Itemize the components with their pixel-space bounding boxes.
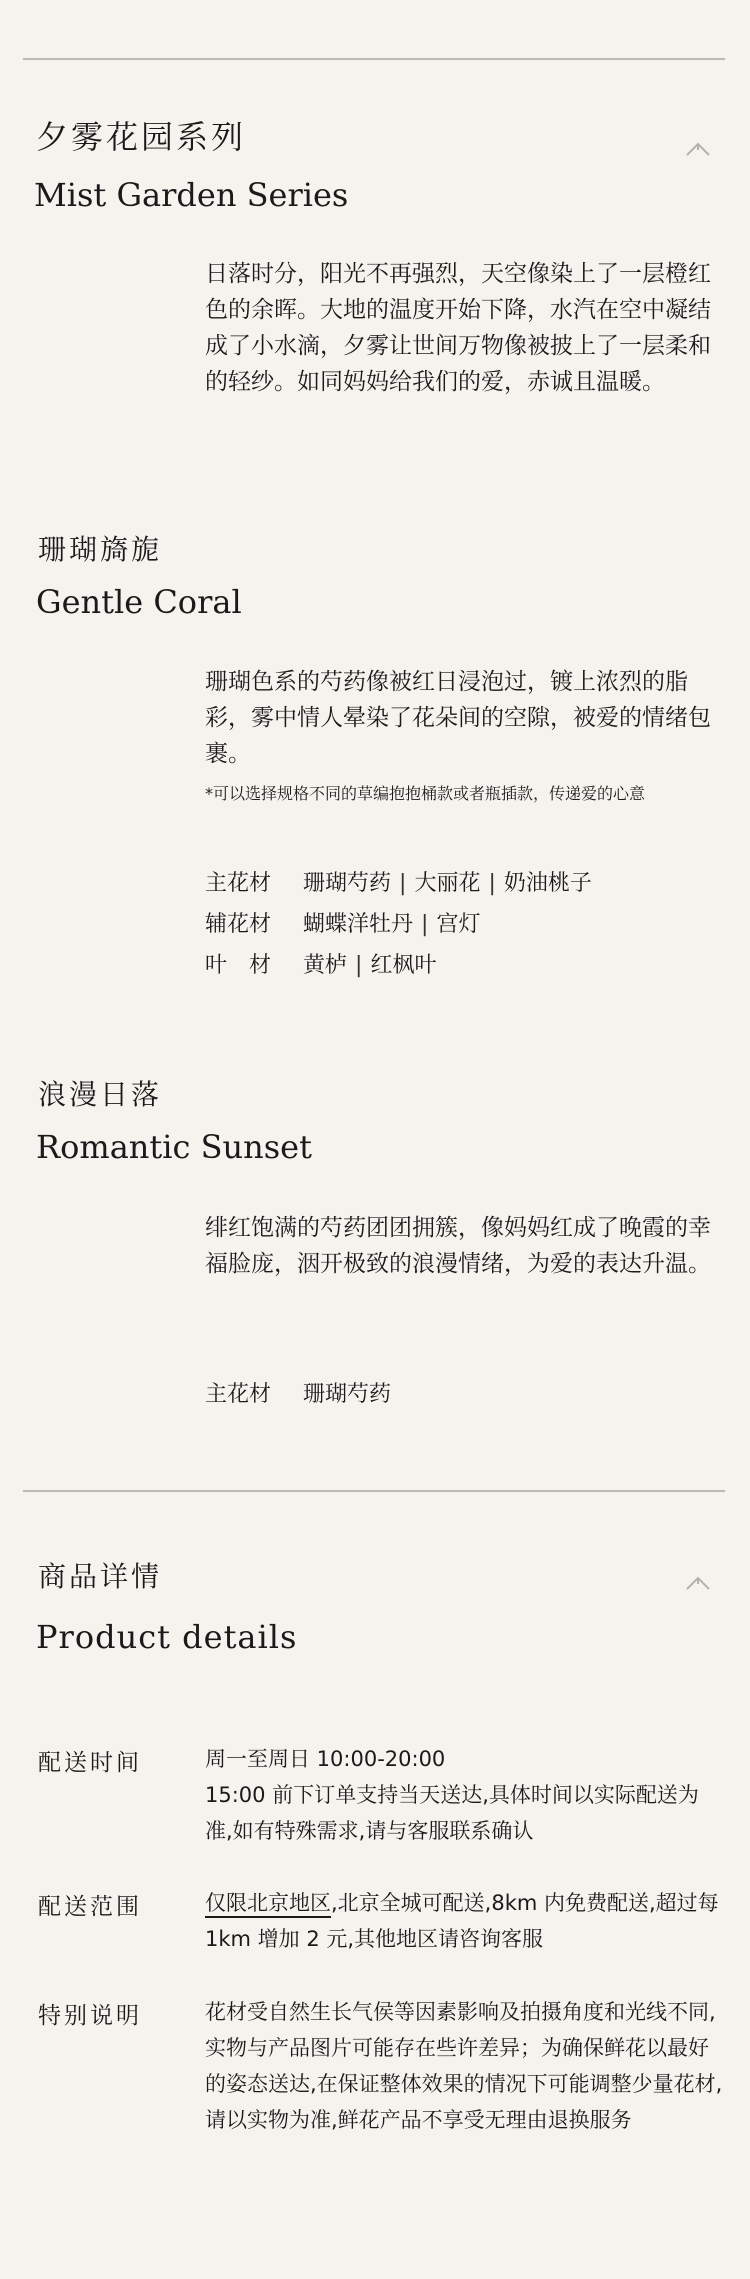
material-separator: | <box>488 871 496 896</box>
delivery-area-value <box>205 1885 725 1957</box>
material-label: 主花材 <box>205 1382 272 1407</box>
delivery-note: 15:00 前下订单支持当天送达,具体时间以实际配送为准,如有特殊需求,请与客服联系确认 <box>205 1783 699 1843</box>
details-title-en: Product details <box>36 1618 298 1656</box>
series-title-en: Mist Garden Series <box>34 176 349 214</box>
product-description: 珊瑚色系的芍药像被红日浸泡过，镀上浓烈的脂彩，雾中情人晕染了花朵间的空隙，被爱的情绪包裹。 <box>205 669 711 767</box>
delivery-time-value <box>205 1741 725 1849</box>
product-note: *可以选择规格不同的草编抱抱桶款或者瓶插款，传递爱的心意 <box>205 784 646 803</box>
material-item: 红枫叶 <box>370 953 437 978</box>
product-title-en: Gentle Coral <box>36 583 242 621</box>
series-title-cn: 夕雾花园系列 <box>36 118 247 156</box>
material-row-foliage <box>205 948 436 979</box>
product-title-cn: 珊瑚旖旎 <box>38 533 163 566</box>
special-notes-label: 特别说明 <box>38 2003 142 2029</box>
material-separator: | <box>421 912 429 937</box>
material-item: 珊瑚芍药 <box>303 1382 392 1407</box>
delivery-area-highlight: 仅限北京地区 <box>205 1891 331 1915</box>
material-label: 叶 材 <box>205 953 272 978</box>
material-item: 黄栌 <box>303 953 348 978</box>
material-item: 珊瑚芍药 <box>303 871 392 896</box>
details-title-cn: 商品详情 <box>38 1560 163 1593</box>
details-divider <box>23 1490 725 1492</box>
material-label: 辅花材 <box>205 912 272 937</box>
product-description: 绯红饱满的芍药团团拥簇，像妈妈红成了晚霞的幸福脸庞，洇开极致的浪漫情绪，为爱的表达升温。 <box>205 1215 711 1277</box>
material-item: 奶油桃子 <box>503 871 592 896</box>
series-description: 日落时分，阳光不再强烈，天空像染上了一层橙红色的余晖。大地的温度开始下降，水汽在空中凝结成了小水滴，夕雾让世间万物像被披上了一层柔和的轻纱。如同妈妈给我们的爱，赤诚且温暖。 <box>205 261 711 395</box>
material-separator: | <box>399 871 407 896</box>
chevron-up-icon[interactable] <box>685 140 711 158</box>
delivery-time-label: 配送时间 <box>38 1750 142 1776</box>
material-row-secondary <box>205 907 480 938</box>
delivery-hours: 周一至周日 10:00-20:00 <box>205 1747 446 1771</box>
product-title-cn: 浪漫日落 <box>38 1078 163 1111</box>
delivery-area-text: ,北京全城可配送,8km 内免费配送,超过每 1km 增加 2 元,其他地区请咨询客服 <box>205 1891 719 1951</box>
chevron-up-icon[interactable] <box>685 1574 711 1592</box>
top-divider <box>23 58 725 60</box>
material-item: 蝴蝶洋牡丹 <box>303 912 414 937</box>
special-notes-value: 花材受自然生长气侯等因素影响及拍摄角度和光线不同,实物与产品图片可能存在些许差异；为确保鲜花以最好的姿态送达,在保证整体效果的情况下可能调整少量花材,请以实物为准,鲜花产品不享受无理由退换服务 <box>205 2000 723 2132</box>
material-label: 主花材 <box>205 871 272 896</box>
material-row-main <box>205 1377 391 1408</box>
material-item: 大丽花 <box>414 871 481 896</box>
material-separator: | <box>355 953 363 978</box>
material-item: 宫灯 <box>436 912 481 937</box>
product-title-en: Romantic Sunset <box>36 1128 312 1166</box>
material-row-main <box>205 866 592 897</box>
delivery-area-label: 配送范围 <box>38 1894 142 1920</box>
